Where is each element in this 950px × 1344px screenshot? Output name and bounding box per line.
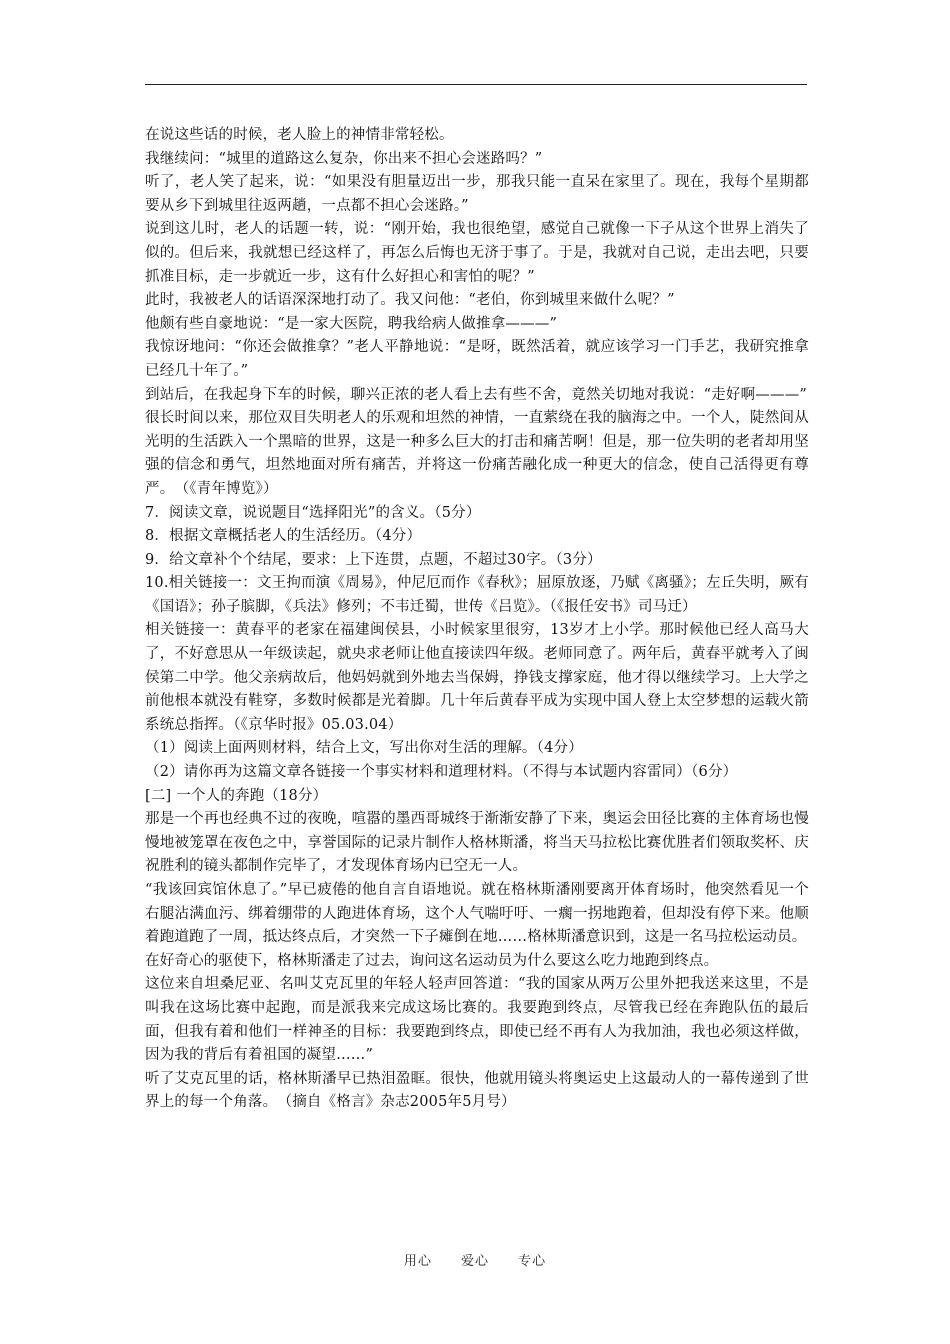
paragraph: 他颇有些自豪地说：“是一家大医院，聘我给病人做推拿———”	[145, 315, 558, 332]
paragraph: 到站后，在我起身下车的时候，聊兴正浓的老人看上去有些不舍，竟然关切地对我说：“走好啊———”	[145, 386, 808, 403]
document-body	[145, 124, 809, 1115]
paragraph: 那是一个再也经典不过的夜晚，喧嚣的墨西哥城终于渐渐安静了下来，奥运会田径比赛的主体育场也慢慢地被笼罩在夜色之中，享誉国际的记录片制作人格林斯潘，将当天马拉松比赛优胜者们领取奖杯、庆祝胜利的镜头都制作完毕了，才发现体育场内已空无一人。	[145, 811, 809, 875]
paragraph: 很长时间以来，那位双目失明老人的乐观和坦然的神情，一直萦绕在我的脑海之中。一个人，陡然间从光明的生活跌入一个黑暗的世界，这是一种多么巨大的打击和痛苦啊！但是，那一位失明的老者却用坚强的信念和勇气，坦然地面对所有痛苦，并将这一份痛苦融化成一种更大的信念，使自己活得更有尊严。 （《青年博览》）	[145, 410, 809, 497]
paragraph: “我该回宾馆休息了。”早已疲倦的他自言自语地说。就在格林斯潘刚要离开体育场时，他突然看见一个右腿沾满血污、绑着绷带的人跑进体育场，这个人气喘吁吁、一瘸一拐地跑着，但却没有停下来。他顺着跑道跑了一周，抵达终点后，才突然一下子瘫倒在地……格林斯潘意识到，这是一名马拉松运动员。	[145, 882, 809, 946]
paragraph: 说到这儿时，老人的话题一转，说：“刚开始，我也很绝望，感觉自己就像一下子从这个世界上消失了似的。但后来，我就想已经这样了，再怎么后悔也无济于事了。于是，我就对自己说，走出去吧，只要抓准目标，走一步就近一步，这有什么好担心和害怕的呢？”	[145, 221, 809, 285]
paragraph: 在好奇心的驱使下，格林斯潘走了过去，询问这名运动员为什么要这么吃力地跑到终点。	[145, 952, 719, 969]
paragraph: 听了艾克瓦里的话，格林斯潘早已热泪盈眶。很快，他就用镜头将奥运史上这最动人的一幕传递到了世界上的每一个角落。 （摘自《格言》杂志2005年5月号）	[145, 1070, 809, 1111]
question-9: 9．给文章补个个结尾，要求：上下连贯，点题，不超过30字。（3分）	[145, 551, 602, 568]
paragraph: 听了，老人笑了起来，说：“如果没有胆量迈出一步，那我只能一直呆在家里了。现在，我每个星期都要从乡下到城里往返两趟，一点都不担心会迷路。”	[145, 174, 809, 214]
footer-item: 用心	[403, 1254, 432, 1269]
question-10-link-2: 相关链接一：黄春平的老家在福建闽侯县，小时候家里很穷，13岁才上小学。那时候他已经人高马大了，不好意思从一年级读起，就央求老师让他直接读四年级。老师同意了。两年后，黄春平就考入了闽侯第二中学。他父亲病故后，他妈妈就到外地去当保姆，挣钱支撑家庭，他才得以继续学习。上大学之前他根本就没有鞋穿，多数时候都是光着脚。几十年后黄春平成为实现中国人登上太空梦想的运载火箭系统总指挥。（《京华时报》05.03.04）	[145, 622, 809, 733]
page-footer	[0, 1250, 950, 1269]
question-10-link-1: 10.相关链接一：文王拘而演《周易》，仲尼厄而作《春秋》；屈原放逐，乃赋《离骚》；左丘失明，厥有《国语》；孙子膑脚，《兵法》修列；不韦迁蜀，世传《吕览》。（《报任安书》司马迁）	[145, 575, 809, 615]
paragraph: 我惊讶地问：“你还会做推拿？”老人平静地说：“是呀，既然活着，就应该学习一门手艺，我研究推拿已经几十年了。”	[145, 339, 809, 379]
paragraph: 我继续问：“城里的道路这么复杂，你出来不担心会迷路吗？”	[145, 150, 543, 167]
paragraph: 此时，我被老人的话语深深地打动了。我又问他：“老伯，你到城里来做什么呢？”	[145, 292, 675, 309]
footer-item: 专心	[518, 1254, 547, 1269]
footer-item: 爱心	[460, 1254, 489, 1269]
section-heading: [二] 一个人的奔跑（18分）	[145, 787, 328, 804]
question-8: 8．根据文章概括老人的生活经历。（4分）	[145, 528, 422, 545]
header-rule	[145, 84, 807, 85]
question-10-part-1: （1）阅读上面两则材料，结合上文，写出你对生活的理解。（4分）	[145, 740, 583, 757]
paragraph: 这位来自坦桑尼亚、名叫艾克瓦里的年轻人轻声回答道：“我的国家从两万公里外把我送来这里，不是叫我在这场比赛中起跑，而是派我来完成这场比赛的。我要跑到终点，尽管我已经在奔跑队伍的最后面，但我有着和他们一样神圣的目标：我要跑到终点，即使已经不再有人为我加油，我也必须这样做，因为我的背后有着祖国的凝望……”	[145, 976, 809, 1064]
paragraph: 在说这些话的时候，老人脸上的神情非常轻松。	[145, 127, 454, 143]
question-10-part-2: （2）请你再为这篇文章各链接一个事实材料和道理材料。（不得与本试题内容雷同）（6分）	[145, 764, 738, 781]
question-7: 7．阅读文章，说说题目“选择阳光”的含义。（5分）	[145, 504, 481, 521]
